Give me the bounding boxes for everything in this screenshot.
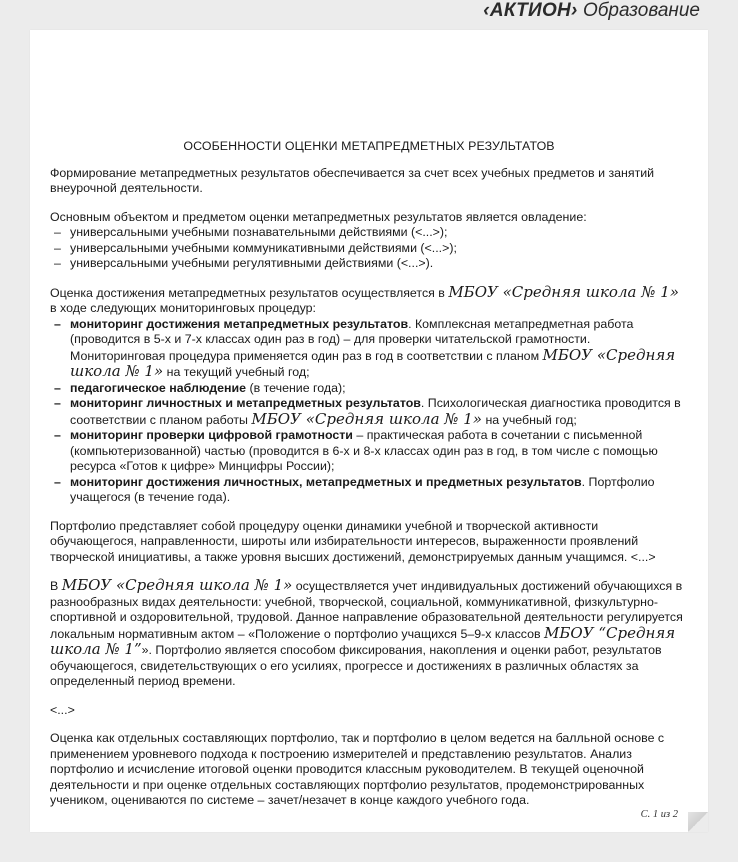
school-name: МБОУ «Средняя школа № 1»	[448, 282, 679, 301]
school-name: МБОУ «Средняя школа № 1»	[251, 409, 482, 428]
list-item: – педагогическое наблюдение (в течение года);	[50, 381, 688, 397]
list-item: – универсальными учебными познавательными действиями (<...>);	[50, 225, 688, 241]
school-name-quoted: МБОУ “Средняя школа № 1”	[50, 623, 676, 658]
list-item: – мониторинг личностных и метапредметных результатов. Психологическая диагностика проводится в соответствии с планом работы МБОУ «Средняя школа № 1» на учебный год;	[50, 396, 688, 428]
school-name: МБОУ «Средняя школа № 1»	[70, 345, 676, 380]
skills-list	[50, 225, 688, 272]
paragraph-assessment: Оценка как отдельных составляющих портфолио, так и портфолио в целом ведется на балльной основе с применением уровневого подхода к построению измерителей и представлению результатов. Анализ портфолио и исчисление итоговой оценки проводится классным руководителем. В текущей оценочной деятельности и при оценке отдельных составляющих портфолио результатов, продемонстрированных учеником, оцениваются по системе – зачет/незачет в конце каждого учебного года.	[50, 731, 665, 807]
document-page	[30, 30, 708, 832]
page-corner-fold	[688, 812, 708, 832]
document-content	[50, 139, 688, 809]
page-number: С. 1 из 2	[640, 809, 678, 820]
monitoring-list	[50, 317, 688, 506]
ellipsis: <...>	[50, 702, 75, 717]
list-item: – мониторинг проверки цифровой грамотности – практическая работа в сочетании с письменной (компьютеризованной) частью (проводится в 6-х и 8-х классах один раз в год, в том числе с помощью ресурса «Готов к цифре» Минцифры России);	[50, 428, 688, 475]
brand-header	[483, 1, 700, 21]
paragraph-individual: В МБОУ «Средняя школа № 1» осуществляется учет индивидуальных достижений обучающихся в разнообразных видах деятельности: учебной, творческой, социальной, коммуникативной, физкультурно-спортивной и оздоровительной, трудовой. Данное направление образовательной деятельности регулируется локальным нормативным актом – «Положение о портфолио учащихся 5–9-х классов МБОУ “Средняя школа № 1”». Портфолио является способом фиксирования, накопления и оценки работ, результатов обучающегося, свидетельствующих о его усилиях, прогрессе и достижениях в различных областях за определенный период времени.	[50, 576, 683, 688]
paragraph-monitoring: Оценка достижения метапредметных результатов осуществляется в МБОУ «Средняя школа № 1» в ходе следующих мониторинговых процедур:	[50, 282, 679, 315]
paragraph-intro: Формирование метапредметных результатов обеспечивается за счет всех учебных предметов и занятий внеурочной деятельности.	[50, 165, 655, 195]
list-item: – универсальными учебными коммуникативными действиями (<...>);	[50, 241, 688, 257]
brand-subtitle: Образование	[582, 0, 700, 21]
list-item: – мониторинг достижения метапредметных результатов. Комплексная метапредметная работа (проводится в 5-х и 7-х классах один раз в год) – для проверки читательской грамотности. Мониторинговая процедура применяется один раз в год в соответствии с планом МБОУ «Средняя школа № 1» на текущий учебный год;	[50, 317, 688, 381]
document-title: ОСОБЕННОСТИ ОЦЕНКИ МЕТАПРЕДМЕТНЫХ РЕЗУЛЬТАТОВ	[183, 139, 555, 153]
school-name: МБОУ «Средняя школа № 1»	[61, 576, 293, 594]
aktion-logo: ‹АКТИОН›	[483, 0, 578, 21]
list-item: – мониторинг достижения личностных, метапредметных и предметных результатов. Портфолио учащегося (в течение года).	[50, 475, 688, 506]
paragraph-portfolio: Портфолио представляет собой процедуру оценки динамики учебной и творческой активности обучающегося, направленности, широты или избирательности интересов, выраженности проявлений творческой инициативы, а также уровня высших достижений, демонстрируемых данным учащимся. <...>	[50, 518, 656, 564]
list-item: – универсальными учебными регулятивными действиями (<...>).	[50, 256, 688, 272]
paragraph-object: Основным объектом и предметом оценки метапредметных результатов является овладение:	[50, 209, 587, 224]
